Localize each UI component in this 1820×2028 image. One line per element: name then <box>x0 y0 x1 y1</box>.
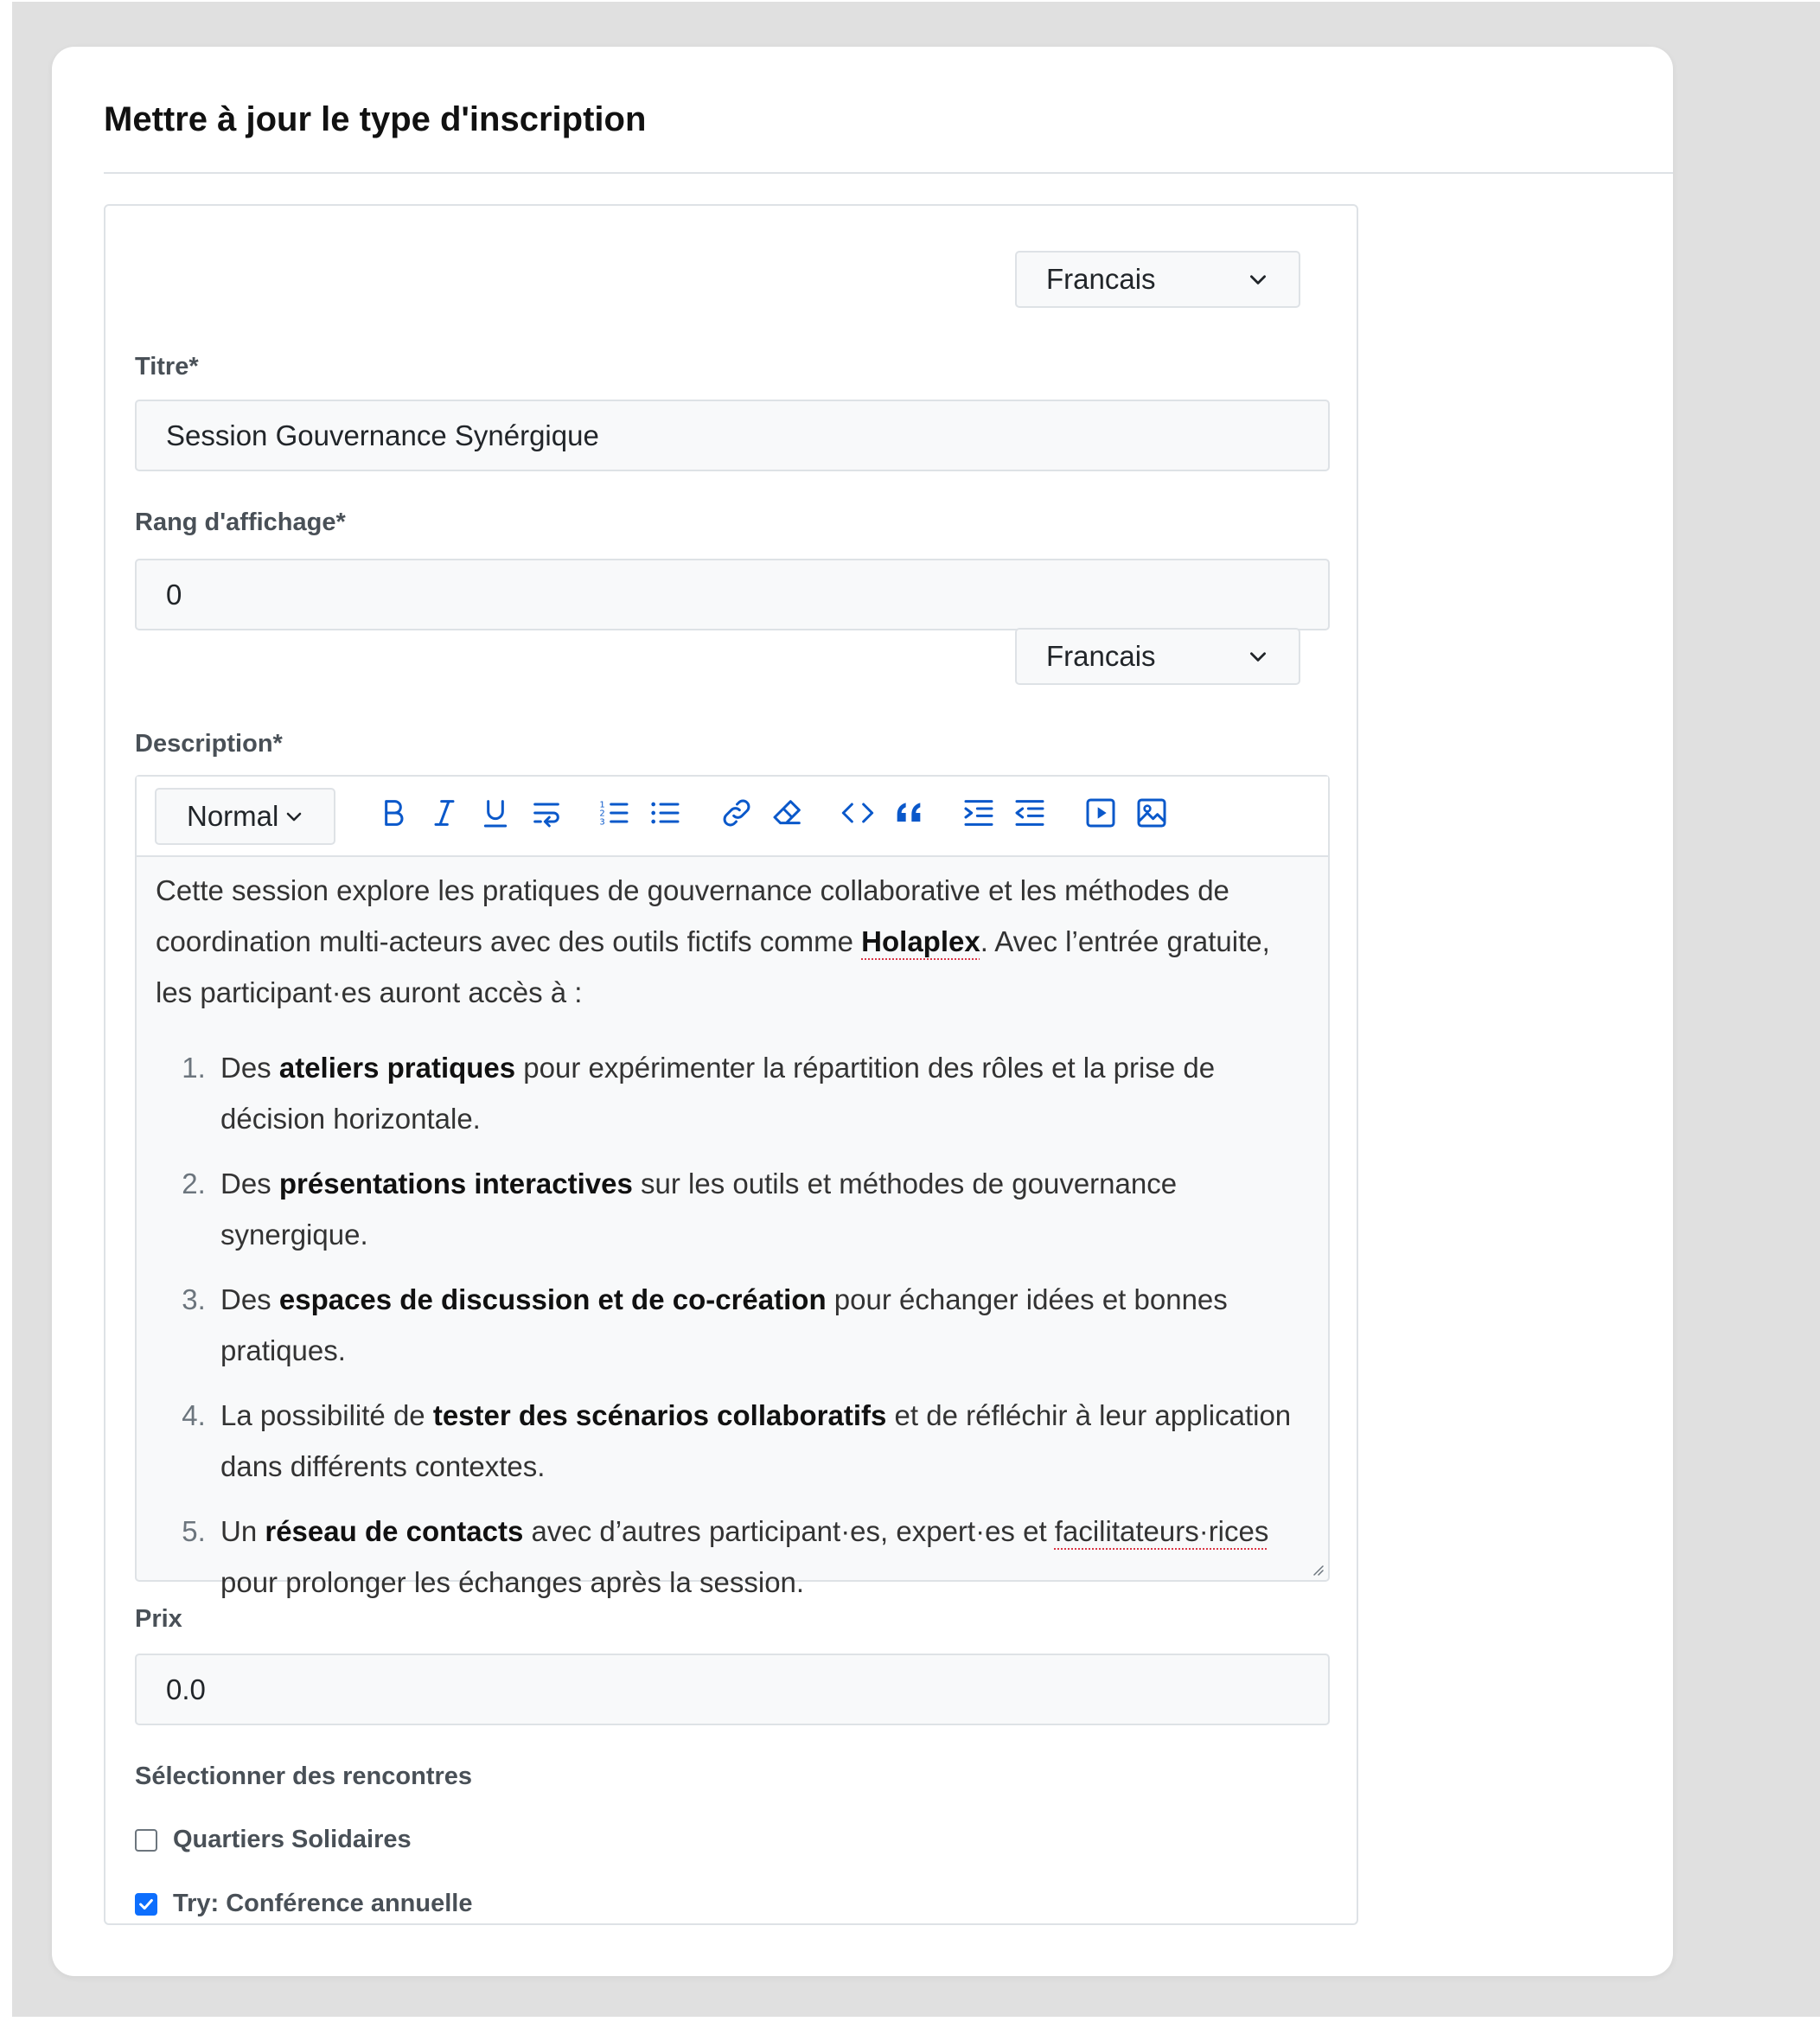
underline-icon <box>478 796 513 830</box>
svg-text:3: 3 <box>599 817 605 828</box>
image-button[interactable] <box>1133 794 1171 832</box>
meeting-option-conference-annuelle[interactable] <box>135 1890 473 1918</box>
form-panel <box>104 204 1358 1925</box>
bullet-list-button[interactable] <box>646 794 684 832</box>
intro-text: Cette session explore les pratiques de gouvernance collaborative et les méthodes de coordination multi-acteurs avec des outils fictifs comme <box>156 874 1229 957</box>
clear-format-button[interactable] <box>769 794 807 832</box>
wrap-icon <box>529 796 564 830</box>
svg-text:2: 2 <box>599 809 605 819</box>
title-language-select[interactable] <box>1015 251 1300 308</box>
ordered-list-icon <box>597 796 631 830</box>
underline-button[interactable] <box>476 794 514 832</box>
intro-bold-term: Holaplex <box>861 925 980 957</box>
chevron-down-icon <box>1247 268 1269 291</box>
title-language-value: Francais <box>1046 263 1156 295</box>
text-wrap-button[interactable] <box>527 794 565 832</box>
link-icon <box>719 796 754 830</box>
list-item: 4. La possibilité de tester des scénarios collaboratifs et de réfléchir à leur application dans différents contextes. <box>214 1390 1293 1492</box>
title-divider <box>104 172 1673 174</box>
chevron-down-icon <box>284 806 304 827</box>
update-registration-type-card <box>52 47 1673 1976</box>
description-label: Description* <box>135 730 283 758</box>
resize-handle-icon[interactable] <box>1309 1561 1325 1577</box>
description-language-value: Francais <box>1046 640 1156 672</box>
code-button[interactable] <box>839 794 877 832</box>
checkbox-checked[interactable] <box>135 1893 157 1916</box>
bold-icon <box>376 796 411 830</box>
meeting-option-label: Try: Conférence annuelle <box>173 1890 473 1917</box>
code-icon <box>840 796 875 830</box>
editor-toolbar <box>137 777 1328 857</box>
description-editor[interactable] <box>135 775 1330 1598</box>
italic-icon <box>427 796 462 830</box>
video-icon <box>1083 796 1118 830</box>
rank-input-value: 0 <box>166 578 182 611</box>
list-item: 3. Des espaces de discussion et de co-création pour échanger idées et bonnes pratiques. <box>214 1274 1293 1376</box>
text-style-select[interactable] <box>155 788 335 845</box>
intro-text-end: . Avec l’entrée gratuite, les participant·es auront accès à : <box>156 925 1270 1008</box>
meetings-label: Sélectionner des rencontres <box>135 1763 473 1790</box>
meeting-option-quartiers-solidaires[interactable] <box>135 1826 412 1854</box>
video-button[interactable] <box>1082 794 1120 832</box>
eraser-icon <box>770 796 805 830</box>
price-input-value: 0.0 <box>166 1673 206 1705</box>
meeting-option-label: Quartiers Solidaires <box>173 1826 412 1853</box>
card-title: Mettre à jour le type d'inscription <box>104 100 647 138</box>
editor-content[interactable] <box>156 865 1293 1622</box>
checkbox-unchecked[interactable] <box>135 1829 157 1852</box>
link-button[interactable] <box>718 794 756 832</box>
italic-button[interactable] <box>425 794 463 832</box>
bullet-list-icon <box>648 796 682 830</box>
ordered-list-button[interactable] <box>595 794 633 832</box>
title-input-value: Session Gouvernance Synérgique <box>166 419 599 451</box>
svg-text:1: 1 <box>599 800 605 810</box>
title-input[interactable] <box>135 400 1330 471</box>
checkmark-icon <box>137 1895 156 1914</box>
image-icon <box>1134 796 1169 830</box>
text-style-value: Normal <box>187 800 279 832</box>
price-input[interactable] <box>135 1654 1330 1725</box>
list-item: 2. Des présentations interactives sur les outils et méthodes de gouvernance synergique. <box>214 1158 1293 1260</box>
outdent-button[interactable] <box>1011 794 1049 832</box>
quote-button[interactable] <box>890 794 928 832</box>
outdent-icon <box>1012 796 1047 830</box>
list-item: 1. Des ateliers pratiques pour expérimenter la répartition des rôles et la prise de décision horizontale. <box>214 1042 1293 1144</box>
price-label: Prix <box>135 1605 182 1633</box>
description-language-select[interactable] <box>1015 628 1300 685</box>
intro-paragraph <box>156 865 1293 1018</box>
chevron-down-icon <box>1247 645 1269 668</box>
bold-button[interactable] <box>374 794 412 832</box>
rank-label: Rang d'affichage* <box>135 509 346 536</box>
quote-icon <box>891 796 926 830</box>
indent-button[interactable] <box>960 794 998 832</box>
indent-icon <box>961 796 996 830</box>
title-label: Titre* <box>135 353 199 381</box>
list-item: 5. Un réseau de contacts avec d’autres participant·es, expert·es et facilitateurs·rices pour prolonger les échanges après la session. <box>214 1506 1293 1608</box>
rank-input[interactable] <box>135 559 1330 630</box>
benefits-list <box>156 1042 1293 1608</box>
